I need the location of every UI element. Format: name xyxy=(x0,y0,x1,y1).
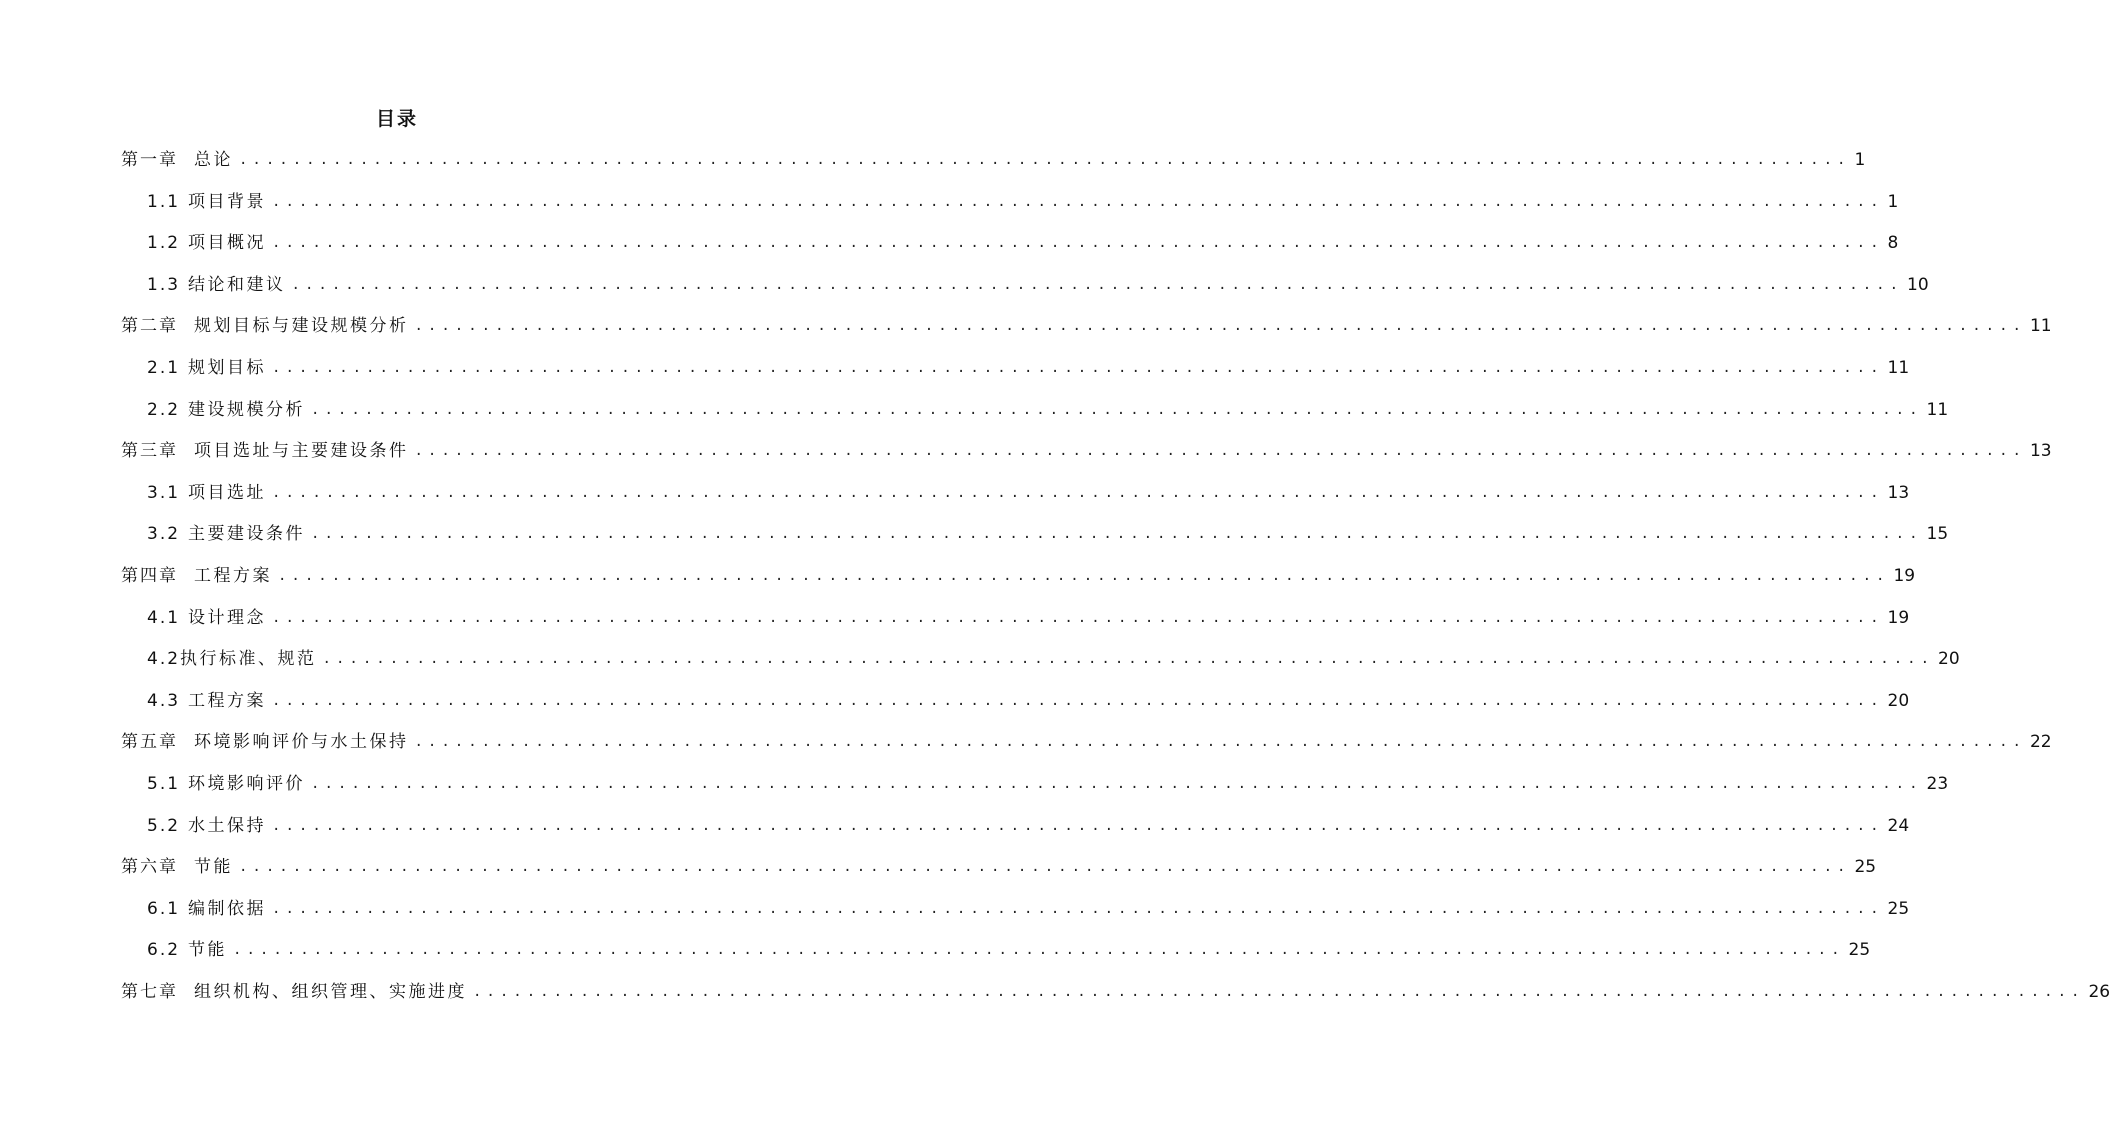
toc-entry-section[interactable] xyxy=(147,231,1899,255)
toc-entry-chapter[interactable] xyxy=(121,439,2052,463)
toc-entry-label xyxy=(121,855,233,879)
toc-entry-title: 节能 xyxy=(194,857,233,878)
toc-entry-page-number: 23 xyxy=(1926,774,1949,794)
toc-entry-title: 环境影响评价 xyxy=(188,774,306,794)
toc-entry-page-number: 13 xyxy=(2029,441,2052,462)
toc-entry-page-number: 11 xyxy=(1926,399,1949,420)
toc-entry-title: 水土保持 xyxy=(188,815,267,836)
toc-entry-label xyxy=(121,314,409,338)
toc-entry-title: 建设规模分析 xyxy=(188,399,306,420)
toc-entry-number: 2.2 xyxy=(147,399,181,420)
toc-entry-number: 3.1 xyxy=(147,482,181,503)
toc-entry-section[interactable] xyxy=(147,772,1949,796)
toc-entry-label xyxy=(121,148,233,172)
toc-entry-number: 2.1 xyxy=(147,358,181,378)
toc-leader-dots: ........................................................................................................................ xyxy=(322,651,1934,668)
toc-entry-title: 结论和建议 xyxy=(188,274,286,295)
toc-entry-label xyxy=(147,398,305,422)
toc-leader-dots: ........................................................................................................................ xyxy=(272,900,1884,917)
toc-entry-title: 总论 xyxy=(194,150,233,170)
toc-leader-dots: ........................................................................................................................ xyxy=(311,401,1923,418)
toc-entry-number: 5.1 xyxy=(147,774,181,794)
toc-entry-title: 项目选址与主要建设条件 xyxy=(194,441,409,462)
toc-entry-page-number: 24 xyxy=(1887,815,1910,836)
toc-entry-chapter[interactable] xyxy=(121,564,1916,588)
toc-leader-dots: ........................................................................................................................ xyxy=(311,776,1923,792)
toc-entry-label xyxy=(147,481,266,505)
toc-leader-dots: ........................................................................................................................ xyxy=(239,859,1851,876)
toc-entry-label xyxy=(147,606,266,630)
toc-entry-number: 第三章 xyxy=(121,441,178,462)
toc-entry-page-number: 22 xyxy=(2029,732,2052,753)
toc-entry-page-number: 1 xyxy=(1887,191,1899,212)
toc-entry-page-number: 25 xyxy=(1848,940,1871,961)
toc-entry-number: 第一章 xyxy=(121,150,178,170)
toc-entry-label xyxy=(147,772,305,796)
toc-entry-label xyxy=(147,190,266,214)
toc-entry-page-number: 25 xyxy=(1887,898,1910,919)
toc-entry-number: 第七章 xyxy=(121,982,178,1002)
toc-entry-label xyxy=(147,231,266,255)
toc-entry-section[interactable] xyxy=(147,689,1910,713)
toc-entry-title: 组织机构、组织管理、实施进度 xyxy=(194,982,467,1002)
toc-entry-section[interactable] xyxy=(147,398,1949,422)
toc-entry-title: 规划目标与建设规模分析 xyxy=(194,316,409,337)
toc-entry-section[interactable] xyxy=(147,273,1929,297)
toc-entry-title: 编制依据 xyxy=(188,898,267,919)
toc-entry-title: 节能 xyxy=(188,940,228,961)
toc-entry-section[interactable] xyxy=(147,938,1871,962)
toc-entry-label xyxy=(121,564,272,588)
toc-entry-title: 设计理念 xyxy=(188,607,267,628)
toc-leader-dots: ........................................................................................................................ xyxy=(239,152,1851,168)
toc-entry-label xyxy=(147,273,286,297)
toc-leader-dots: ........................................................................................................................ xyxy=(272,484,1884,501)
toc-entry-section[interactable] xyxy=(147,606,1910,630)
toc-leader-dots: ........................................................................................................................ xyxy=(278,568,1890,584)
toc-entry-number: 4.3 xyxy=(147,690,181,711)
toc-entry-page-number: 13 xyxy=(1887,482,1910,503)
toc-entry-number: 4.1 xyxy=(147,607,181,628)
toc-entry-title: 环境影响评价与水土保持 xyxy=(194,732,409,753)
toc-entry-page-number: 10 xyxy=(1907,274,1929,295)
toc-leader-dots: ........................................................................................................................ xyxy=(272,609,1884,626)
toc-entry-number: 第六章 xyxy=(121,857,178,878)
toc-entry-section[interactable] xyxy=(147,814,1910,838)
toc-entry-page-number: 15 xyxy=(1926,524,1949,545)
toc-entry-section[interactable] xyxy=(147,190,1899,214)
toc-entry-number: 1.2 xyxy=(147,233,181,254)
toc-entry-page-number: 19 xyxy=(1887,607,1910,628)
toc-entry-chapter[interactable] xyxy=(121,980,2110,1004)
toc-entry-label xyxy=(147,897,266,921)
toc-entry-label xyxy=(121,439,409,463)
toc-leader-dots: ........................................................................................................................ xyxy=(414,734,2026,751)
page-title: 目录 xyxy=(375,108,418,130)
toc-entry-label xyxy=(121,980,467,1004)
toc-entry-page-number: 20 xyxy=(1938,649,1960,670)
toc-entry-label xyxy=(147,522,305,546)
toc-entry-page-number: 19 xyxy=(1893,566,1916,586)
toc-entry-page-number: 11 xyxy=(2029,316,2052,337)
toc-leader-dots: ........................................................................................................................ xyxy=(473,984,2085,1000)
toc-entry-chapter[interactable] xyxy=(121,855,1877,879)
toc-entry-page-number: 25 xyxy=(1854,857,1877,878)
toc-leader-dots: ........................................................................................................................ xyxy=(272,235,1884,252)
toc-leader-dots: ........................................................................................................................ xyxy=(272,692,1884,709)
toc-entry-title: 规划目标 xyxy=(188,358,267,378)
toc-entry-section[interactable] xyxy=(147,522,1949,546)
toc-leader-dots: ........................................................................................................................ xyxy=(272,817,1884,834)
toc-leader-dots: ........................................................................................................................ xyxy=(291,276,1903,293)
toc-entry-title: 主要建设条件 xyxy=(188,524,306,545)
toc-entry-number: 4.2 xyxy=(147,649,181,670)
toc-entry-number: 第二章 xyxy=(121,316,178,337)
toc-entry-title: 工程方案 xyxy=(194,566,272,586)
toc-entry-label xyxy=(147,647,317,671)
toc-entry-section[interactable] xyxy=(147,647,1960,671)
toc-leader-dots: ........................................................................................................................ xyxy=(311,526,1923,543)
toc-entry-page-number: 1 xyxy=(1854,150,1866,170)
toc-entry-number: 1.1 xyxy=(147,191,181,212)
toc-entry-title: 项目选址 xyxy=(188,482,267,503)
toc-leader-dots: ........................................................................................................................ xyxy=(414,443,2026,460)
toc-leader-dots: ........................................................................................................................ xyxy=(272,360,1884,376)
toc-entry-title: 项目概况 xyxy=(188,233,267,254)
toc-entry-section[interactable] xyxy=(147,481,1910,505)
toc-entry-number: 3.2 xyxy=(147,524,181,545)
toc-entry-number: 第四章 xyxy=(121,566,178,586)
toc-entry-label xyxy=(147,938,227,962)
toc-leader-dots: ........................................................................................................................ xyxy=(233,942,1845,959)
toc-entry-label xyxy=(147,814,266,838)
toc-entry-number: 6.1 xyxy=(147,898,181,919)
toc-entry-title: 项目背景 xyxy=(188,191,267,212)
toc-entry-number: 第五章 xyxy=(121,732,178,753)
toc-entry-section[interactable] xyxy=(147,897,1910,921)
toc-entry-title: 执行标准、规范 xyxy=(180,649,317,670)
toc-entry-title: 工程方案 xyxy=(188,690,267,711)
toc-entry-label xyxy=(121,730,409,754)
toc-entry-page-number: 26 xyxy=(2088,982,2110,1002)
toc-leader-dots: ........................................................................................................................ xyxy=(272,193,1884,210)
toc-entry-page-number: 20 xyxy=(1887,690,1910,711)
toc-entry-section[interactable] xyxy=(147,356,1910,380)
toc-leader-dots: ........................................................................................................................ xyxy=(414,318,2026,335)
toc-entry-label xyxy=(147,689,266,713)
toc-entry-label xyxy=(147,356,266,380)
toc-entry-number: 1.3 xyxy=(147,274,181,295)
toc-entry-chapter[interactable] xyxy=(121,730,2052,754)
toc-entry-chapter[interactable] xyxy=(121,314,2052,338)
toc-entry-chapter[interactable] xyxy=(121,148,1866,172)
toc-entry-number: 6.2 xyxy=(147,940,181,961)
toc-entry-number: 5.2 xyxy=(147,815,181,836)
toc-entry-page-number: 11 xyxy=(1887,358,1910,378)
toc-entry-page-number: 8 xyxy=(1887,233,1899,254)
